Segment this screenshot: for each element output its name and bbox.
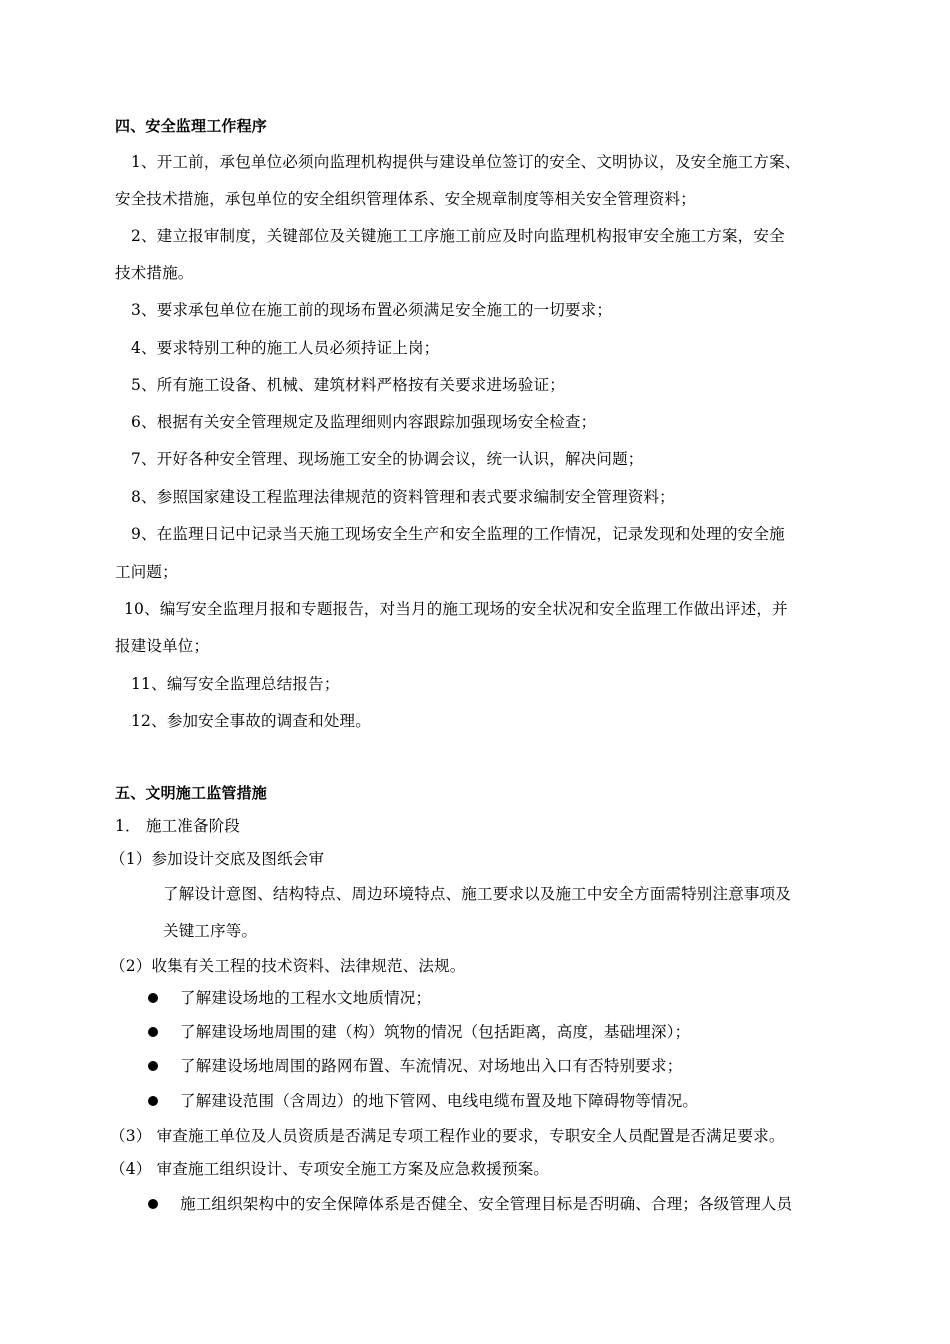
bullet-icon	[148, 1061, 158, 1071]
s5-sub-2-bullet-1: 了解建设场地的工程水文地质情况；	[180, 989, 432, 1007]
s5-sub-2-bullet-2: 了解建设场地周围的建（构）筑物的情况（包括距离，高度，基础埋深）；	[180, 1023, 691, 1041]
s4-item-1-line1: 1、开工前，承包单位必须向监理机构提供与建设单位签订的安全、文明协议，及安全施工方案、	[131, 153, 801, 171]
s4-item-10-line2: 报建设单位；	[115, 637, 210, 655]
s5-sub-2-bullet-4: 了解建设范围（含周边）的地下管网、电线电缆布置及地下障碍物等情况。	[180, 1092, 699, 1110]
s4-item-7: 7、开好各种安全管理、现场施工安全的协调会议，统一认识，解决问题；	[131, 450, 644, 468]
s5-sub-3: （3） 审查施工单位及人员资质是否满足专项工程作业的要求，专职安全人员配置是否满足要求。	[110, 1127, 785, 1145]
s4-item-5: 5、所有施工设备、机械、建筑材料严格按有关要求进场验证；	[131, 376, 565, 394]
section-5-title: 五、文明施工监管措施	[115, 784, 268, 802]
s5-sub-1-body-line1: 了解设计意图、结构特点、周边环境特点、施工要求以及施工中安全方面需特别注意事项及	[163, 885, 792, 903]
s4-item-3: 3、要求承包单位在施工前的现场布置必须满足安全施工的一切要求；	[131, 301, 613, 319]
s4-item-1-line2: 安全技术措施，承包单位的安全组织管理体系、安全规章制度等相关安全管理资料；	[115, 190, 696, 208]
bullet-icon	[148, 1096, 158, 1106]
s4-item-6: 6、根据有关安全管理规定及监理细则内容跟踪加强现场安全检查；	[131, 413, 597, 431]
s5-sub-1-title: （1）参加设计交底及图纸会审	[110, 850, 325, 868]
s5-stage-1: 1． 施工准备阶段	[115, 817, 241, 835]
s4-item-2-line2: 技术措施。	[115, 264, 194, 282]
s4-item-4: 4、要求特别工种的施工人员必须持证上岗；	[131, 339, 440, 357]
s4-item-9-line2: 工问题；	[115, 563, 178, 581]
s5-sub-4: （4） 审查施工组织设计、专项安全施工方案及应急救援预案。	[110, 1160, 550, 1178]
s5-sub-2-title: （2）收集有关工程的技术资料、法律规范、法规。	[110, 957, 466, 975]
s4-item-11: 11、编写安全监理总结报告；	[131, 675, 340, 693]
s4-item-10-line1: 10、编写安全监理月报和专题报告，对当月的施工现场的安全状况和安全监理工作做出评述，并	[124, 600, 788, 618]
bullet-icon	[148, 1199, 158, 1209]
s4-item-2-line1: 2、建立报审制度，关键部位及关键施工工序施工前应及时向监理机构报审安全施工方案，安全	[131, 227, 785, 245]
s4-item-8: 8、参照国家建设工程监理法律规范的资料管理和表式要求编制安全管理资料；	[131, 488, 675, 506]
section-4-title: 四、安全监理工作程序	[115, 117, 268, 135]
s5-sub-1-body-line2: 关键工序等。	[163, 922, 258, 940]
bullet-icon	[148, 993, 158, 1003]
s4-item-12: 12、参加安全事故的调查和处理。	[131, 712, 371, 730]
s4-item-9-line1: 9、在监理日记中记录当天施工现场安全生产和安全监理的工作情况，记录发现和处理的安全施	[131, 525, 785, 543]
bullet-icon	[148, 1027, 158, 1037]
s5-sub-2-bullet-3: 了解建设场地周围的路网布置、车流情况、对场地出入口有否特别要求；	[180, 1057, 683, 1075]
s5-sub-4-bullet-1: 施工组织架构中的安全保障体系是否健全、安全管理目标是否明确、合理；各级管理人员	[180, 1195, 793, 1213]
